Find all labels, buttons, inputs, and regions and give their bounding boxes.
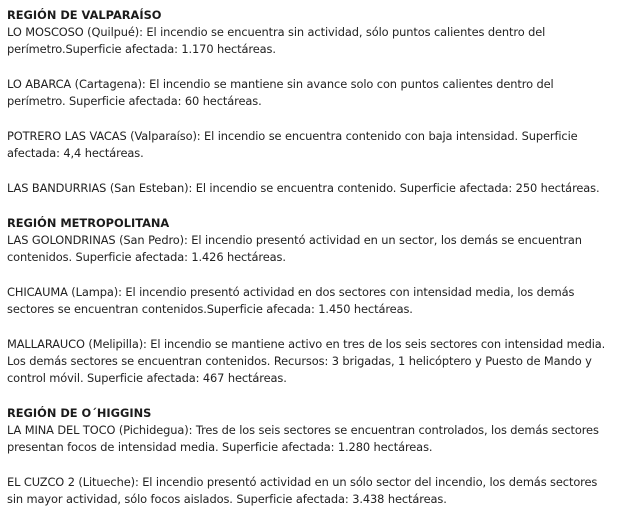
fire-entry: LO MOSCOSO (Quilpué): El incendio se encuentra sin actividad, sólo puntos calientes dentro del perímetro.Superficie afectada: 1.170 hectáreas. <box>7 25 546 56</box>
fire-report-document <box>7 7 607 508</box>
fire-entry: LAS BANDURRIAS (San Esteban): El incendio se encuentra contenido. Superficie afectada: 250 hectáreas. <box>7 181 600 195</box>
fire-entry: MALLARAUCO (Melipilla): El incendio se mantiene activo en tres de los seis sectores con intensidad media. Los demás sectores se encuentran contenidos. Recursos: 3 brigadas, 1 helicóptero y Puesto de Mando y control móvil. Superficie afectada: 467 hectáreas. <box>7 337 606 385</box>
region-heading: REGIÓN DE VALPARAÍSO <box>7 8 162 22</box>
region-section-valparaiso <box>7 7 607 197</box>
fire-entry: CHICAUMA (Lampa): El incendio presentó actividad en dos sectores con intensidad media, los demás sectores se encuentran contenidos.Superficie afecada: 1.450 hectáreas. <box>7 285 575 316</box>
fire-entry: LA MINA DEL TOCO (Pichidegua): Tres de los seis sectores se encuentran controlados, los demás sectores presentan focos de intensidad media. Superficie afectada: 1.280 hectáreas. <box>7 423 599 454</box>
fire-entry: EL CUZCO 2 (Litueche): El incendio presentó actividad en un sólo sector del incendio, los demás sectores sin mayor actividad, sólo focos aislados. Superficie afectada: 3.438 hectáreas. <box>7 475 598 506</box>
region-heading: REGIÓN METROPOLITANA <box>7 216 170 230</box>
fire-entry: LAS GOLONDRINAS (San Pedro): El incendio presentó actividad en un sector, los demás se encuentran contenidos. Superficie afectada: 1.426 hectáreas. <box>7 233 582 264</box>
region-heading: REGIÓN DE O´HIGGINS <box>7 406 152 420</box>
fire-entry: LO ABARCA (Cartagena): El incendio se mantiene sin avance solo con puntos calientes dentro del perímetro. Superficie afectada: 60 hectáreas. <box>7 77 554 108</box>
fire-entry: POTRERO LAS VACAS (Valparaíso): El incendio se encuentra contenido con baja intensidad. Superficie afectada: 4,4 hectáreas. <box>7 129 578 160</box>
region-section-ohiggins <box>7 405 607 508</box>
region-section-metropolitana <box>7 215 607 387</box>
